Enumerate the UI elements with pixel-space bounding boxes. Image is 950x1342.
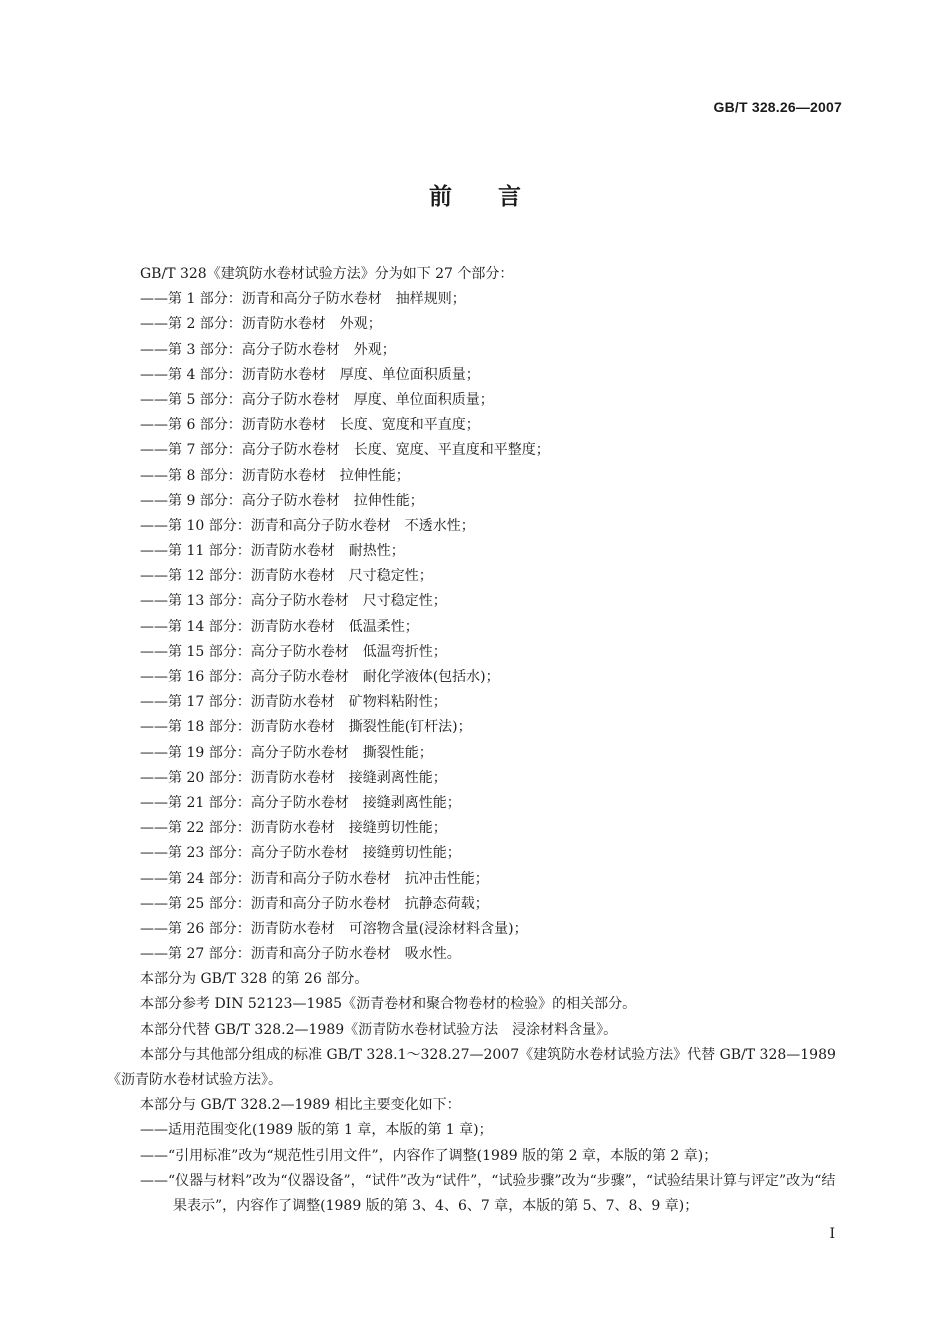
list-item: ——第 14 部分：沥青防水卷材 低温柔性； <box>140 618 419 635</box>
list-item: ——第 8 部分：沥青防水卷材 拉伸性能； <box>140 467 410 484</box>
list-item: ——第 22 部分：沥青防水卷材 接缝剪切性能； <box>140 820 447 837</box>
list-item: ——第 7 部分：高分子防水卷材 长度、宽度、平直度和平整度； <box>140 442 550 459</box>
page-title <box>0 178 950 211</box>
list-item: ——“引用标准”改为“规范性引用文件”，内容作了调整(1989 版的第 2 章，本版的第 2 章)； <box>140 1147 718 1164</box>
list-item: ——第 3 部分：高分子防水卷材 外观； <box>140 341 396 358</box>
page-number: I <box>829 1226 835 1242</box>
part-of-paragraph: 本部分为 GB/T 328 的第 26 部分。 <box>140 971 369 988</box>
list-item: ——“仪器与材料”改为“仪器设备”，“试件”改为“试件”，“试验步骤”改为“步骤”，“试验结果计算与评定”改为“结果表示”，内容作了调整(1989 版的第 3、4、6、7 章，本版的第 5、7、8、9 章)； <box>140 1172 836 1214</box>
title-char-1: 前 <box>429 184 452 210</box>
foreword-body <box>107 262 842 1219</box>
list-item: ——第 5 部分：高分子防水卷材 厚度、单位面积质量； <box>140 391 494 408</box>
list-item: ——第 27 部分：沥青和高分子防水卷材 吸水性。 <box>140 946 461 963</box>
parts-list <box>107 287 842 967</box>
replaces-paragraph: 本部分代替 GB/T 328.2—1989《沥青防水卷材试验方法 浸涂材料含量》。 <box>140 1021 618 1038</box>
reference-paragraph: 本部分参考 DIN 52123—1985《沥青卷材和聚合物卷材的检验》的相关部分。 <box>140 996 637 1013</box>
list-item: ——第 26 部分：沥青防水卷材 可溶物含量(浸涂材料含量)； <box>140 920 528 937</box>
list-item: ——第 12 部分：沥青防水卷材 尺寸稳定性； <box>140 568 433 585</box>
list-item: ——第 24 部分：沥青和高分子防水卷材 抗冲击性能； <box>140 870 489 887</box>
title-char-2: 言 <box>498 184 521 210</box>
list-item: ——第 6 部分：沥青防水卷材 长度、宽度和平直度； <box>140 417 480 434</box>
list-item: ——第 16 部分：高分子防水卷材 耐化学液体(包括水)； <box>140 669 500 685</box>
list-item: ——适用范围变化(1989 版的第 1 章，本版的第 1 章)； <box>140 1122 493 1139</box>
list-item: ——第 1 部分：沥青和高分子防水卷材 抽样规则； <box>140 291 466 308</box>
list-item: ——第 25 部分：沥青和高分子防水卷材 抗静态荷载； <box>140 895 489 912</box>
list-item: ——第 2 部分：沥青防水卷材 外观； <box>140 316 382 333</box>
list-item: ——第 17 部分：沥青防水卷材 矿物料粘附性； <box>140 694 447 711</box>
changes-intro-paragraph: 本部分与 GB/T 328.2—1989 相比主要变化如下： <box>140 1097 461 1114</box>
list-item: ——第 10 部分：沥青和高分子防水卷材 不透水性； <box>140 517 475 534</box>
standard-code: GB/T 328.26—2007 <box>713 99 842 115</box>
list-item: ——第 23 部分：高分子防水卷材 接缝剪切性能； <box>140 845 461 862</box>
changes-list <box>107 1118 842 1219</box>
list-item: ——第 18 部分：沥青防水卷材 撕裂性能(钉杆法)； <box>140 719 472 736</box>
list-item: ——第 13 部分：高分子防水卷材 尺寸稳定性； <box>140 593 447 610</box>
list-item: ——第 21 部分：高分子防水卷材 接缝剥离性能； <box>140 794 461 811</box>
list-item: ——第 20 部分：沥青防水卷材 接缝剥离性能； <box>140 769 447 786</box>
list-item: ——第 11 部分：沥青防水卷材 耐热性； <box>140 543 405 560</box>
together-paragraph: 本部分与其他部分组成的标准 GB/T 328.1～328.27—2007《建筑防水卷材试验方法》代替 GB/T 328—1989《沥青防水卷材试验方法》。 <box>107 1046 836 1089</box>
list-item: ——第 4 部分：沥青防水卷材 厚度、单位面积质量； <box>140 366 480 383</box>
list-item: ——第 15 部分：高分子防水卷材 低温弯折性； <box>140 643 447 660</box>
intro-paragraph: GB/T 328《建筑防水卷材试验方法》分为如下 27 个部分： <box>140 266 514 282</box>
list-item: ——第 9 部分：高分子防水卷材 拉伸性能； <box>140 492 424 509</box>
list-item: ——第 19 部分：高分子防水卷材 撕裂性能； <box>140 744 433 761</box>
